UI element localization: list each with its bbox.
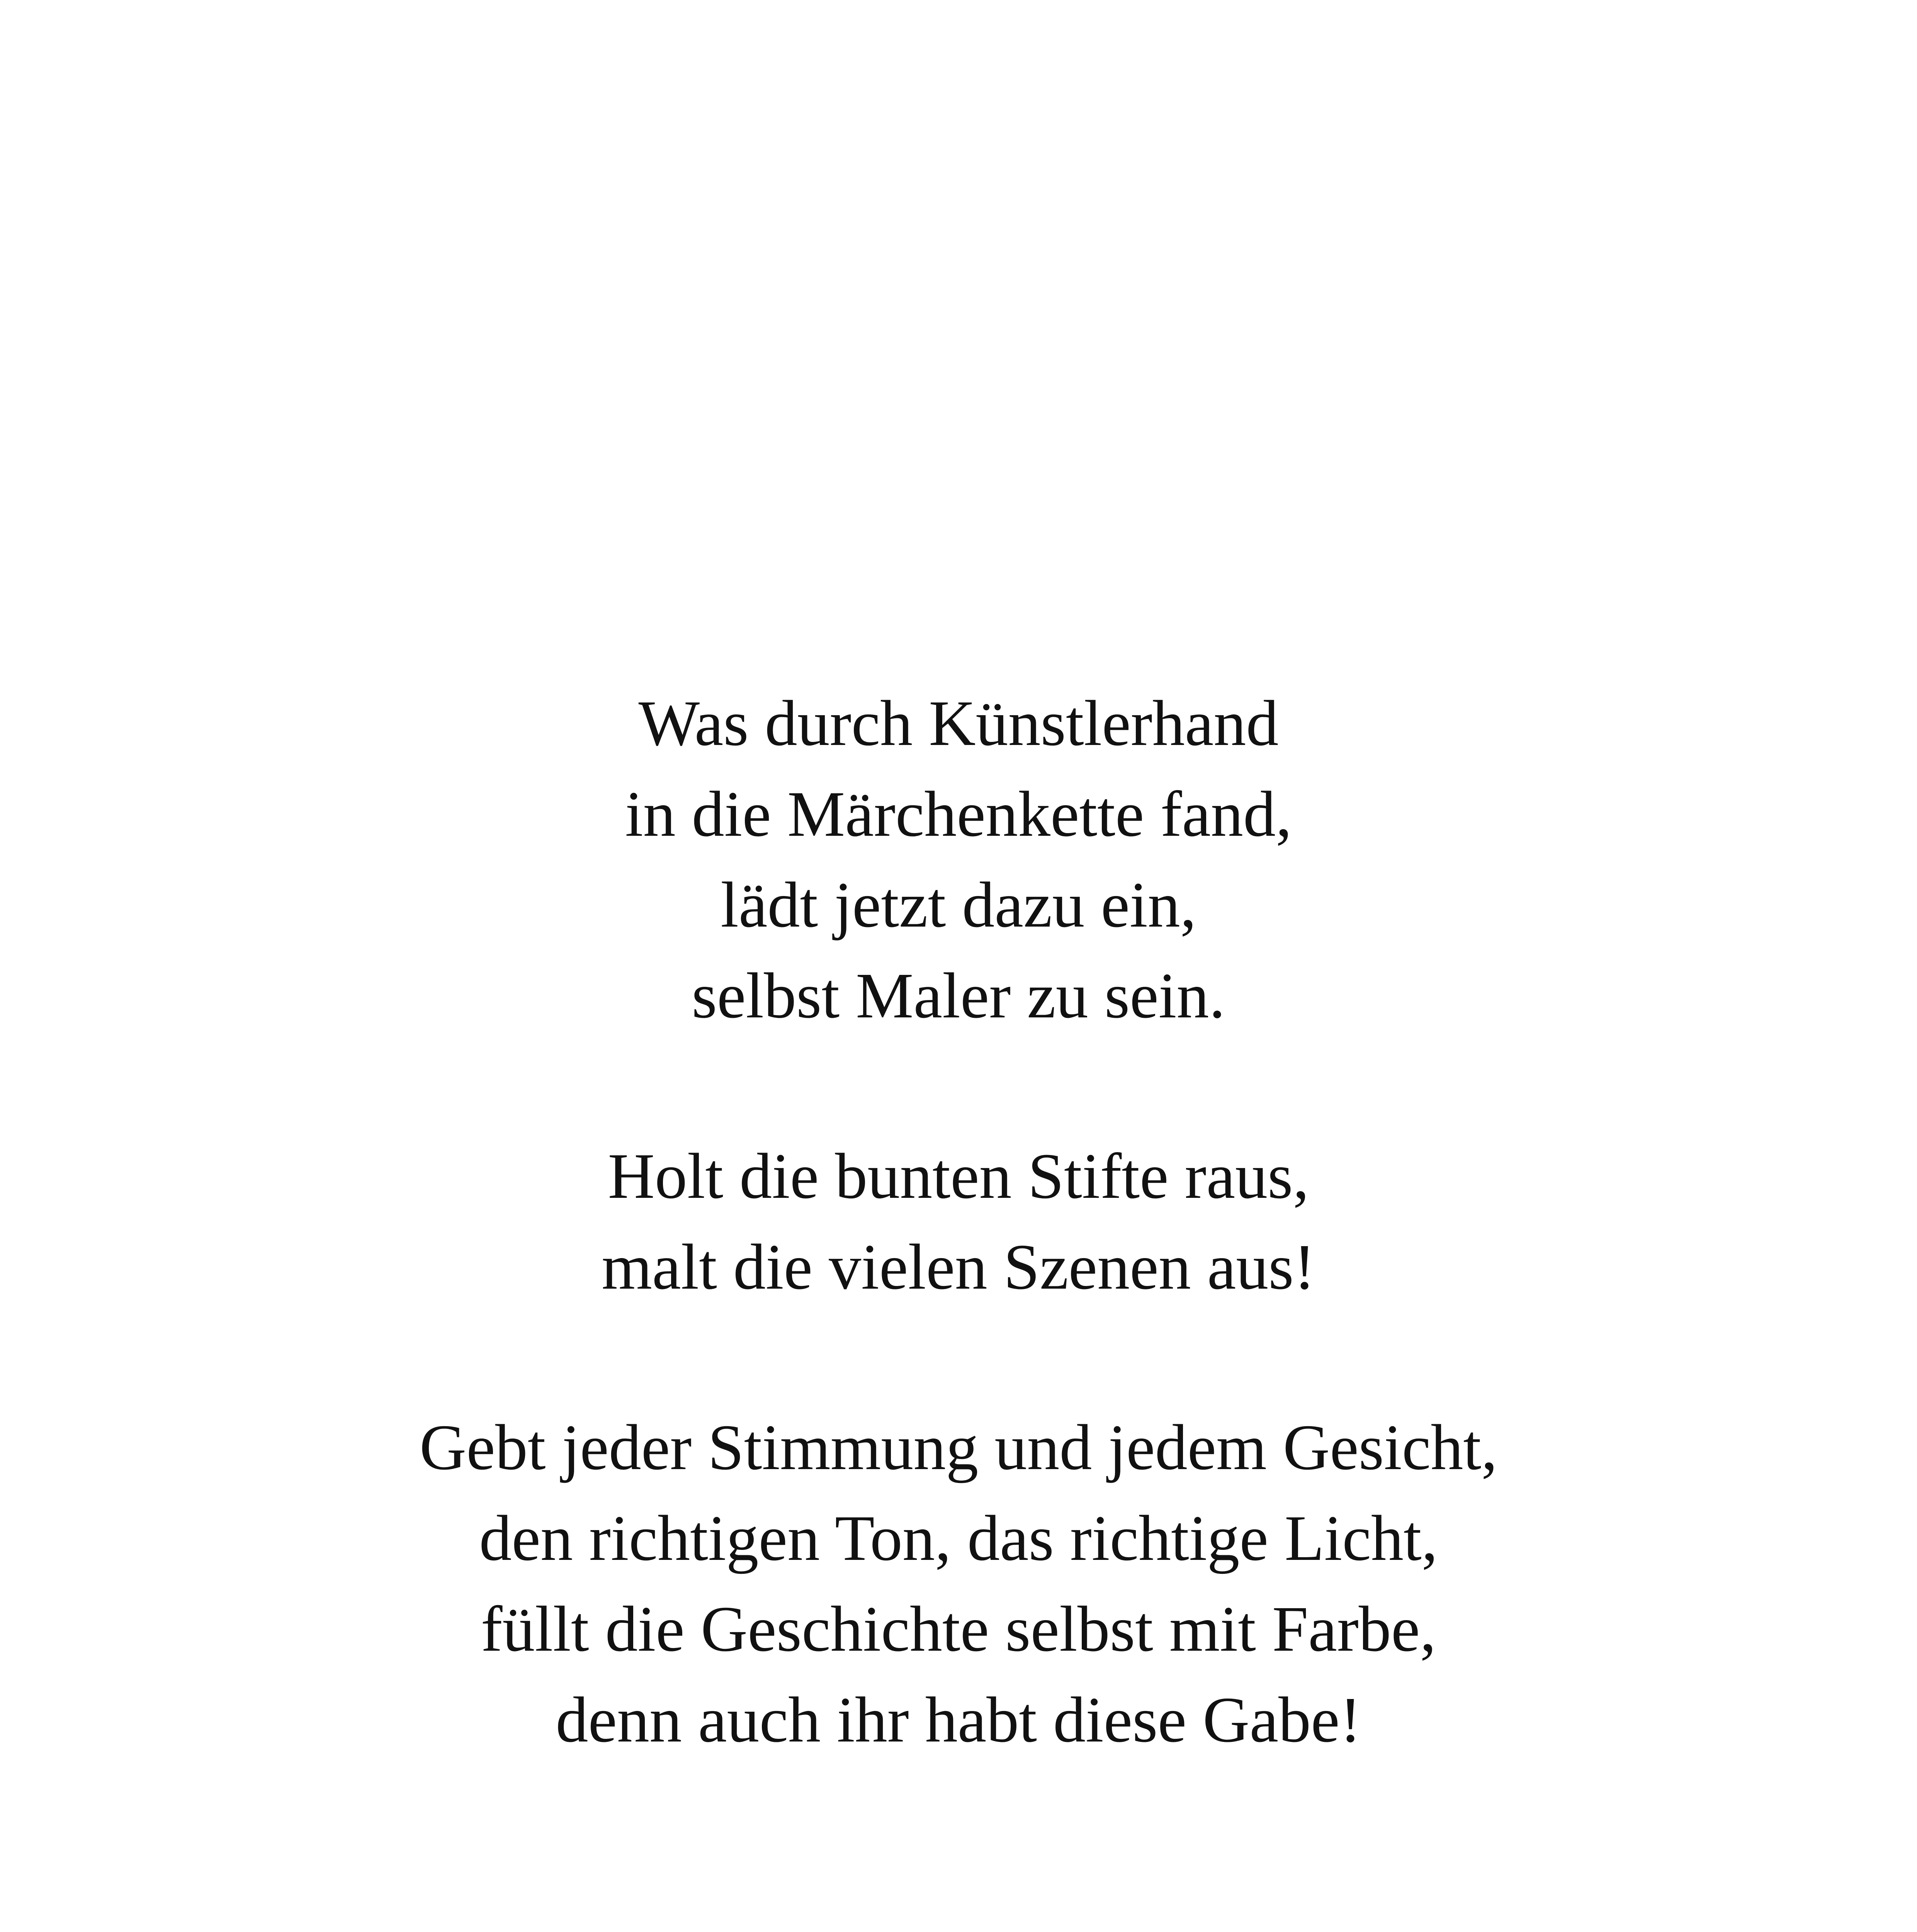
poem-stanza-2 — [0, 1131, 1917, 1313]
poem-line: malt die vielen Szenen aus! — [602, 1231, 1315, 1303]
poem-line: lädt jetzt dazu ein, — [721, 869, 1196, 941]
poem-line: selbst Maler zu sein. — [692, 960, 1225, 1032]
poem — [0, 678, 1917, 1765]
poem-line: füllt die Geschichte selbst mit Farbe, — [481, 1593, 1436, 1665]
poem-line: Holt die bunten Stifte raus, — [608, 1140, 1309, 1212]
poem-line: Was durch Künstlerhand — [638, 687, 1279, 759]
poem-line: den richtigen Ton, das richtige Licht, — [479, 1502, 1438, 1574]
poem-stanza-3 — [0, 1402, 1917, 1765]
poem-stanza-1 — [0, 678, 1917, 1041]
poem-line: in die Märchenkette fand, — [625, 778, 1292, 850]
poem-line: Gebt jeder Stimmung und jedem Gesicht, — [419, 1412, 1498, 1483]
poem-line: denn auch ihr habt diese Gabe! — [556, 1684, 1361, 1756]
